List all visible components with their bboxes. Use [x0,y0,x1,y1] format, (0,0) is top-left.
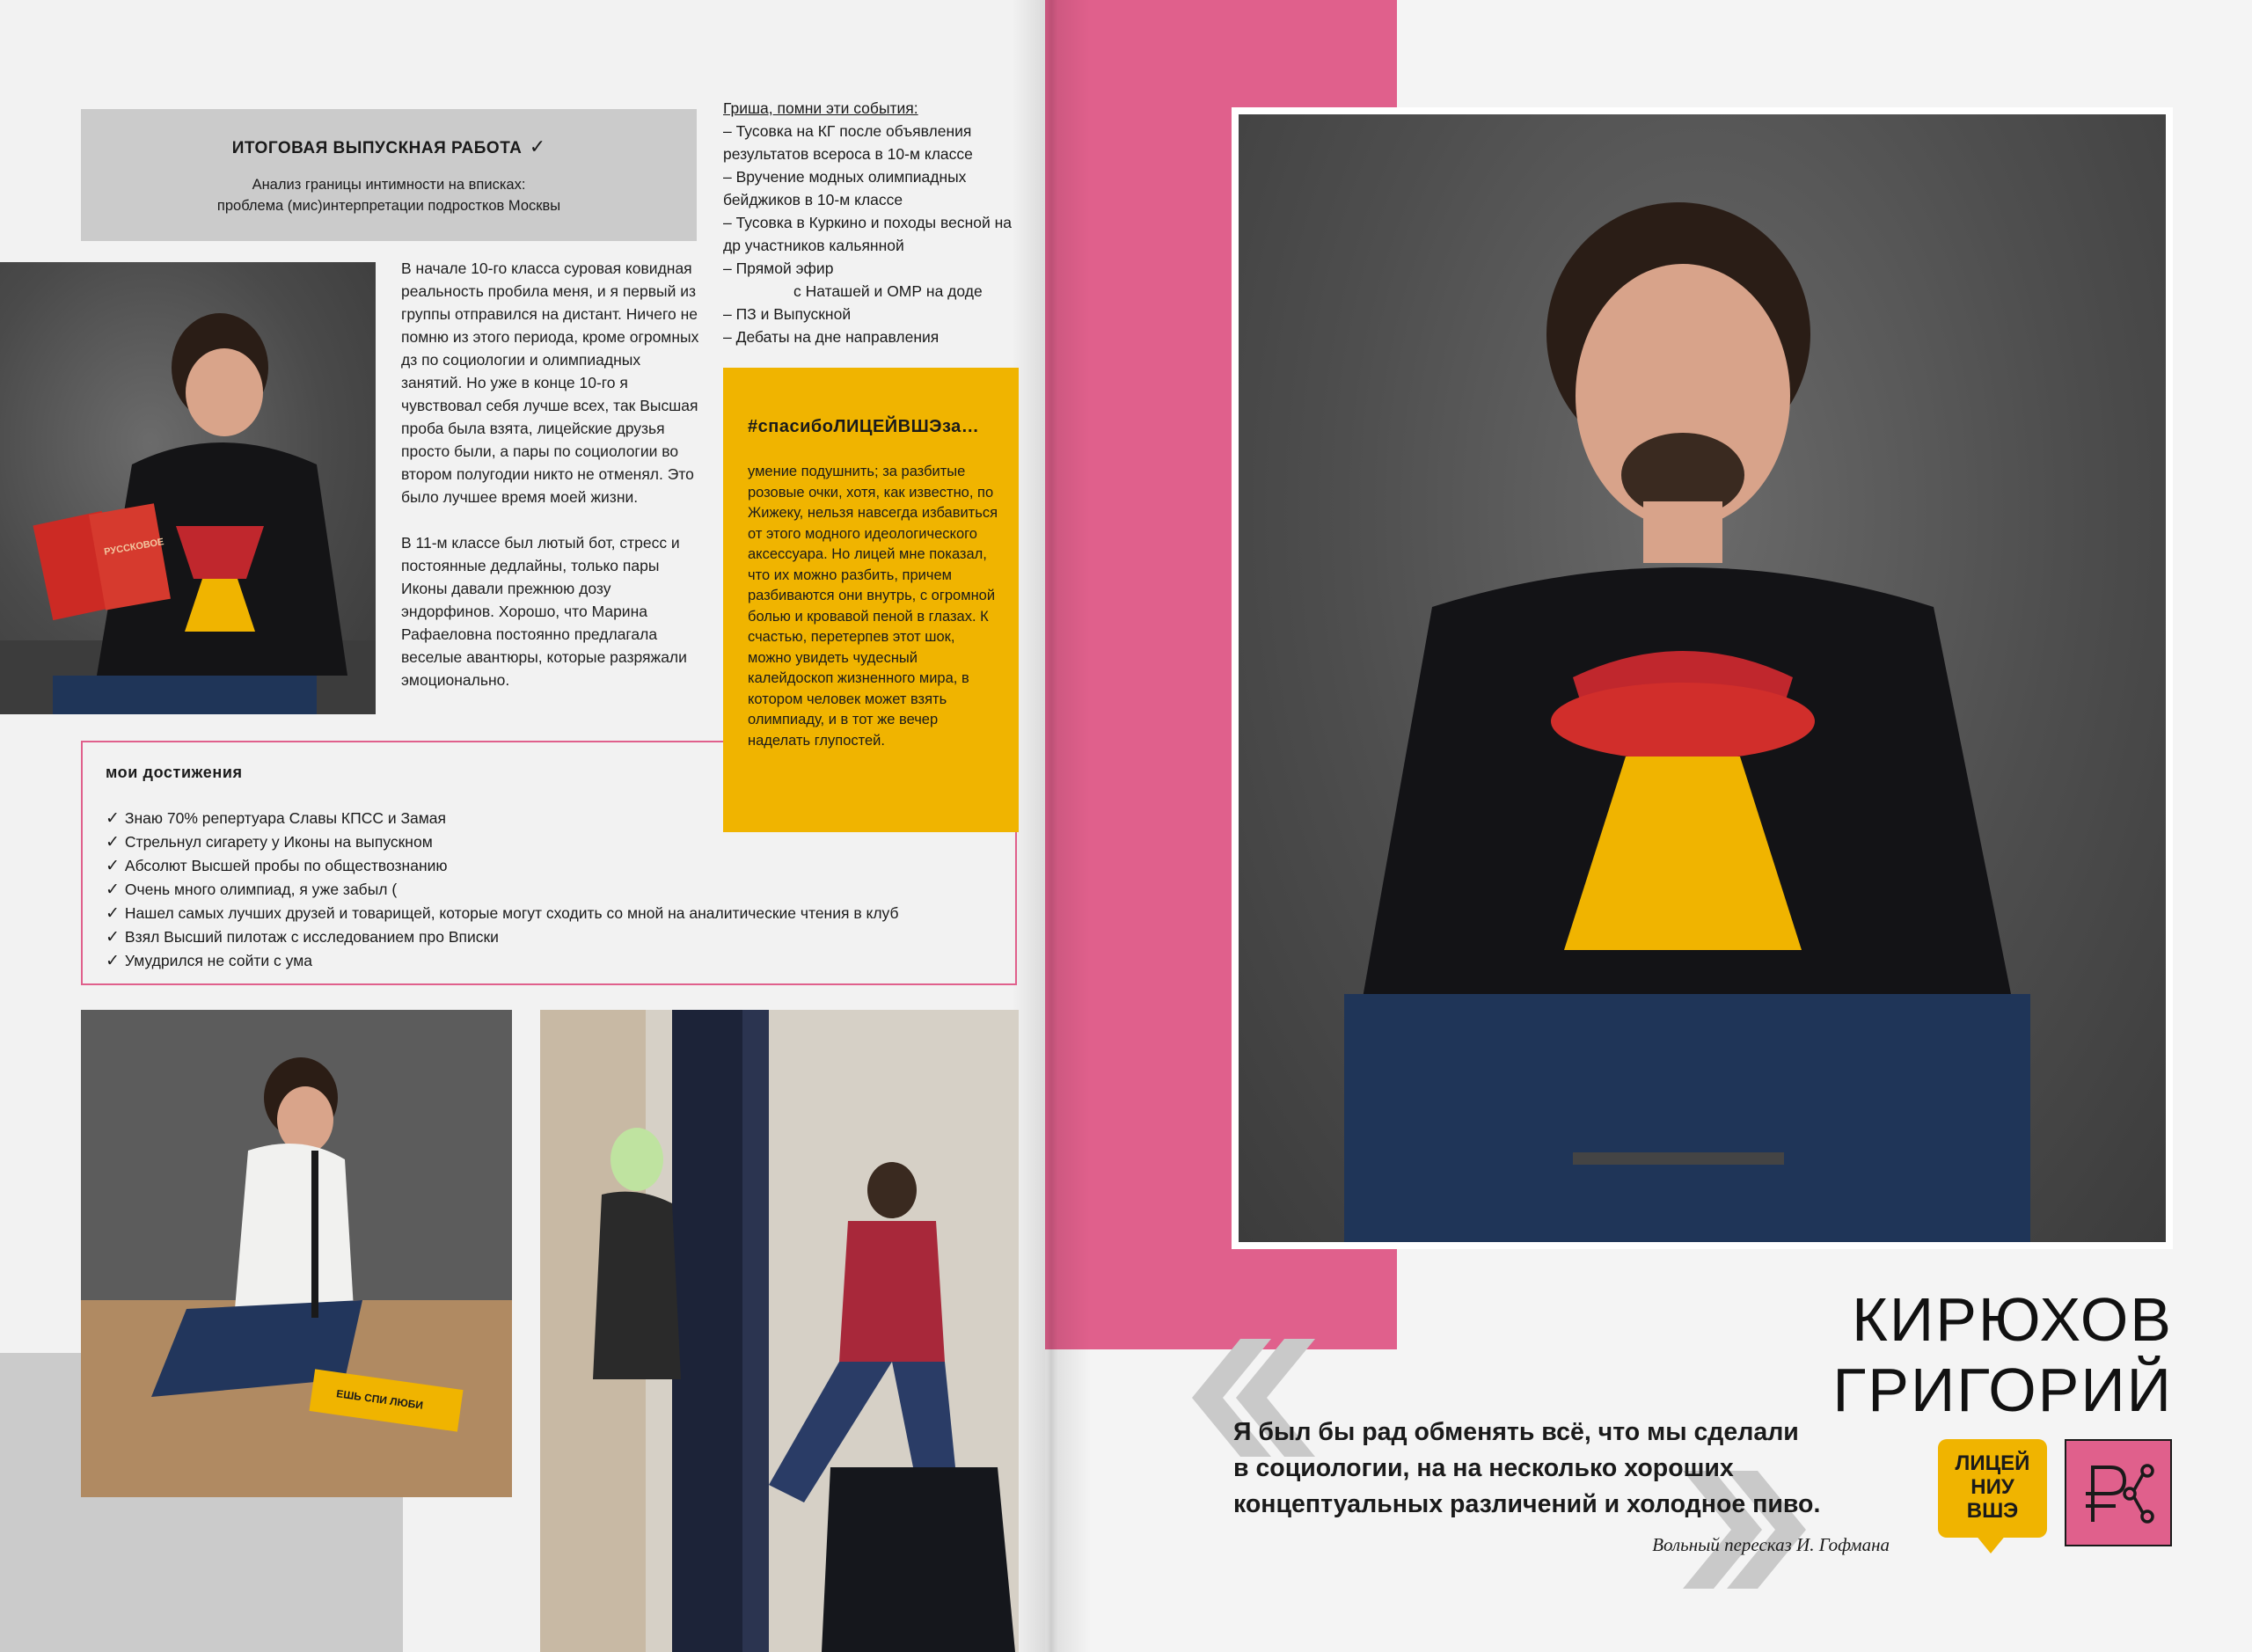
check-icon: ✓ [106,833,120,852]
achievements-title: мои достижения [106,764,243,781]
lyceum-logo-line-2: НИУ [1970,1475,2014,1499]
person-name: КИРЮХОВ ГРИГОРИЙ [1832,1285,2173,1424]
event-item: – Вручение модных олимпиадных бейджиков в 10-м классе [723,168,967,208]
thesis-title: ИТОГОВАЯ ВЫПУСКНАЯ РАБОТА [231,139,523,157]
book-label: РУССКОВОЕ [103,537,165,558]
check-icon: ✓ [106,928,120,947]
event-item: – Дебаты на дне направления [723,328,940,346]
quote-line-3: концептуальных различений и холодное пиво. [1233,1490,1821,1518]
story-text [401,257,700,714]
portrait-photo [1232,107,2173,1249]
climbing-scene-illustration [540,1010,1019,1652]
list-item: ✓ Знаю 70% репертуара Славы КПСС и Замая [106,809,447,828]
page-gutter-shadow [1012,0,1091,1652]
thesis-subtitle-line2: проблема (мис)интерпретации подростков Москвы [216,198,561,214]
list-item: ✓ Умудрился не сойти с ума [106,952,312,970]
quote-source: Вольный пересказ И. Гофмана [1652,1534,1890,1555]
quote-line-2: в социологии, на на несколько хороших [1233,1454,1734,1482]
check-icon: ✓ [106,809,120,828]
memorable-events [723,97,1022,348]
list-item: ✓ Очень много олимпиад, я уже забыл ( [106,881,398,899]
story-paragraph-2: В 11-м классе был лютый бот, стресс и постоянные дедлайны, только пары Иконы давали прежнюю дозу эндорфинов. Хорошо, что Марина Рафаеловна постоянно предлагала веселые авантюры, которые разряжали эмоционально. [401,534,687,689]
lyceum-logo-text [1938,1451,2047,1523]
pink-block-top [1045,0,1397,107]
event-item: – Тусовка в Куркино и походы весной на др участников кальянной [723,214,1013,254]
list-item: ✓ Взял Высший пилотаж с исследованием про Вписки [106,928,499,947]
ruble-share-icon [2066,1441,2170,1545]
events-heading: Гриша, помни эти события: [723,99,918,117]
event-item: с Наташей и ОМР на доде [793,282,983,300]
thanks-text: умение подушнить; за разбитые розовые очки, хотя, как известно, по Жижеку, нельзя навсегда избавиться от этого модного идеологического аксессуара. Но лицей мне показал, что их можно разбить, причем разбиваются они внутрь, с огромной болью и кровавой пеной в глазах. К счастью, перетерпев этот шок, можно увидеть чудесный калейдоскоп жизненного мира, в котором человек может взять олимпиаду, и в тот же вечер наделать глупостей. [748,464,998,749]
quote-line-1: Я был бы рад обменять всё, что мы сделали [1233,1418,1799,1446]
story-paragraph-1: В начале 10-го класса суровая ковидная реальность пробила меня, и я первый из группы отправился на дистант. Ничего не помню из этого периода, кроме огромных дз по социологии и олимпиадных занятий. Но уже в конце 10-го я чувствовал себя лучше всех, так Высшая проба была взята, лицейские друзья просто были, а пары по социологии во втором полугодии никто не отменял. Это было лучшее время моей жизни. [401,259,699,506]
thesis-subtitle-line1: Анализ границы интимности на вписках: [252,177,526,193]
thesis-box [81,109,697,241]
check-icon: ✓ [106,952,120,970]
check-icon: ✓ [106,857,120,875]
kneeling-person-illustration [81,1010,512,1497]
sociology-logo [2065,1439,2172,1546]
box-label: ЕШЬ СПИ ЛЮБИ [335,1387,424,1412]
list-item: ✓ Абсолют Высшей пробы по обществознанию [106,857,448,875]
reading-person-illustration [0,262,376,714]
check-icon: ✓ [106,881,120,899]
thanks-box [723,368,1019,832]
quote-text [1233,1414,1902,1523]
event-item: – Тусовка на КГ после объявления результатов всероса в 10-м классе [723,122,973,163]
list-item: ✓ Нашел самых лучших друзей и товарищей, которые могут сходить со мной на аналитические чтения в клуб [106,904,899,923]
photo-reading-book [0,262,376,714]
event-item: – Прямой эфир [723,259,834,277]
photo-kneeling [81,1010,512,1497]
lyceum-logo-tail [1975,1534,2007,1553]
photo-climbing-beam [540,1010,1019,1652]
lyceum-logo-line-1: ЛИЦЕЙ [1955,1451,2030,1475]
list-item: ✓ Стрельнул сигарету у Иконы на выпускном [106,833,433,852]
thanks-title: #спасибоЛИЦЕЙВШЭза… [748,417,980,436]
portrait-illustration [1239,114,2166,1242]
event-item: – ПЗ и Выпускной [723,305,852,323]
lyceum-logo-line-3: ВШЭ [1966,1499,2019,1523]
check-icon: ✓ [106,904,120,923]
check-icon: ✓ [529,135,546,157]
